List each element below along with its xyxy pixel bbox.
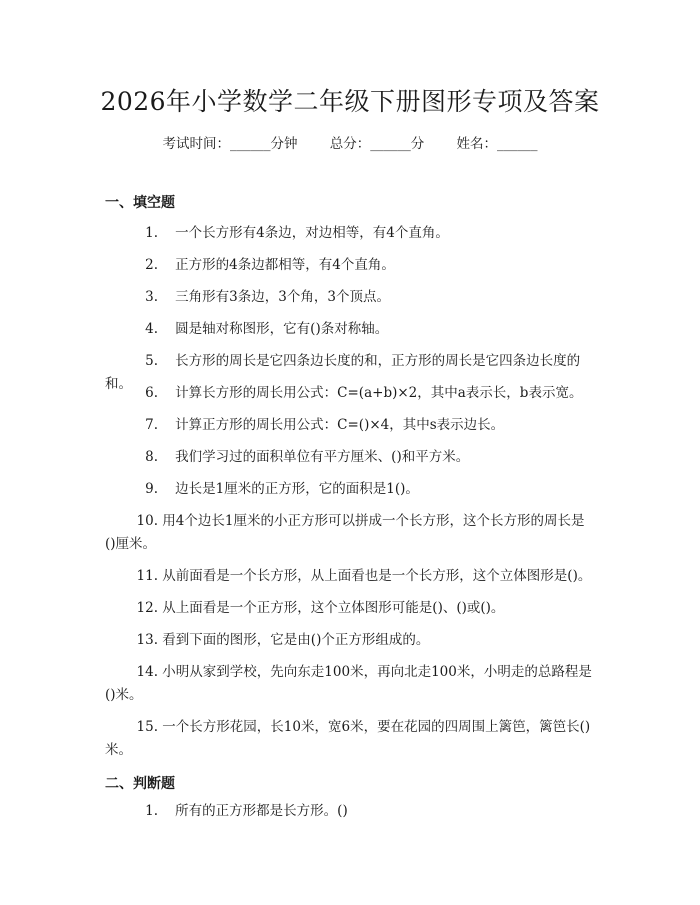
question-item <box>105 382 600 405</box>
question-text: 看到下面的图形，它是由()个正方形组成的。 <box>162 632 430 648</box>
question-item <box>105 716 600 739</box>
question-number: 6. <box>145 385 158 401</box>
question-number: 2. <box>145 257 158 273</box>
question-text: 用4个边长1厘米的小正方形可以拼成一个长方形，这个长方形的周长是 <box>162 513 585 529</box>
question-number: 12. <box>136 600 158 616</box>
section-heading-true-false: 二、判断题 <box>105 776 175 792</box>
question-text: 三角形有3条边，3个角，3个顶点。 <box>175 289 390 305</box>
question-text: 计算正方形的周长用公式：C=()×4，其中s表示边长。 <box>175 417 505 433</box>
exam-meta <box>0 132 700 152</box>
question-text: 边长是1厘米的正方形，它的面积是1()。 <box>175 481 419 497</box>
question-item <box>105 446 600 469</box>
question-text: 小明从家到学校，先向东走100米，再向北走100米，小明走的总路程是 <box>162 664 592 680</box>
question-number: 1. <box>145 803 158 819</box>
question-number: 5. <box>145 353 158 369</box>
question-item <box>105 254 600 277</box>
question-text: 一个长方形有4条边，对边相等，有4个直角。 <box>175 225 449 241</box>
question-number: 1. <box>145 225 158 241</box>
question-number: 8. <box>145 449 158 465</box>
question-continuation: ()米。 <box>105 687 143 703</box>
question-continuation: 米。 <box>105 742 132 758</box>
student-name: 姓名：______ <box>456 136 538 152</box>
question-continuation: ()厘米。 <box>105 536 157 552</box>
question-text: 一个长方形花园，长10米，宽6米，要在花园的四周围上篱笆，篱笆长() <box>162 719 591 735</box>
question-item <box>105 661 600 684</box>
section-heading-fill-blank: 一、填空题 <box>105 195 175 211</box>
question-number: 9. <box>145 481 158 497</box>
question-text: 计算长方形的周长用公式：C=(a+b)×2，其中a表示长，b表示宽。 <box>175 385 583 401</box>
question-text: 从前面看是一个长方形，从上面看也是一个长方形，这个立体图形是()。 <box>162 568 592 584</box>
exam-time: 考试时间：______分钟 <box>162 136 298 152</box>
question-item <box>105 414 600 437</box>
question-item <box>105 597 600 620</box>
question-number: 11. <box>136 568 158 584</box>
question-item <box>105 565 600 588</box>
question-text: 我们学习过的面积单位有平方厘米、()和平方米。 <box>175 449 470 465</box>
question-number: 14. <box>136 664 158 680</box>
question-item <box>105 318 600 341</box>
question-number: 4. <box>145 321 158 337</box>
question-number: 3. <box>145 289 158 305</box>
question-item <box>105 478 600 501</box>
total-score: 总分：______分 <box>329 136 425 152</box>
question-number: 10. <box>136 513 158 529</box>
question-item <box>105 629 600 652</box>
question-item <box>105 286 600 309</box>
question-text: 所有的正方形都是长方形。() <box>175 803 348 819</box>
page-title: 2026年小学数学二年级下册图形专项及答案 <box>100 87 600 116</box>
question-item <box>105 800 600 823</box>
question-number: 7. <box>145 417 158 433</box>
question-item <box>105 510 600 533</box>
question-text: 正方形的4条边都相等，有4个直角。 <box>175 257 395 273</box>
question-number: 13. <box>136 632 158 648</box>
question-text: 长方形的周长是它四条边长度的和，正方形的周长是它四条边长度的和。 <box>105 353 581 392</box>
question-item <box>105 222 600 245</box>
question-text: 圆是轴对称图形，它有()条对称轴。 <box>175 321 389 337</box>
question-number: 15. <box>136 719 158 735</box>
question-text: 从上面看是一个正方形，这个立体图形可能是()、()或()。 <box>162 600 505 616</box>
